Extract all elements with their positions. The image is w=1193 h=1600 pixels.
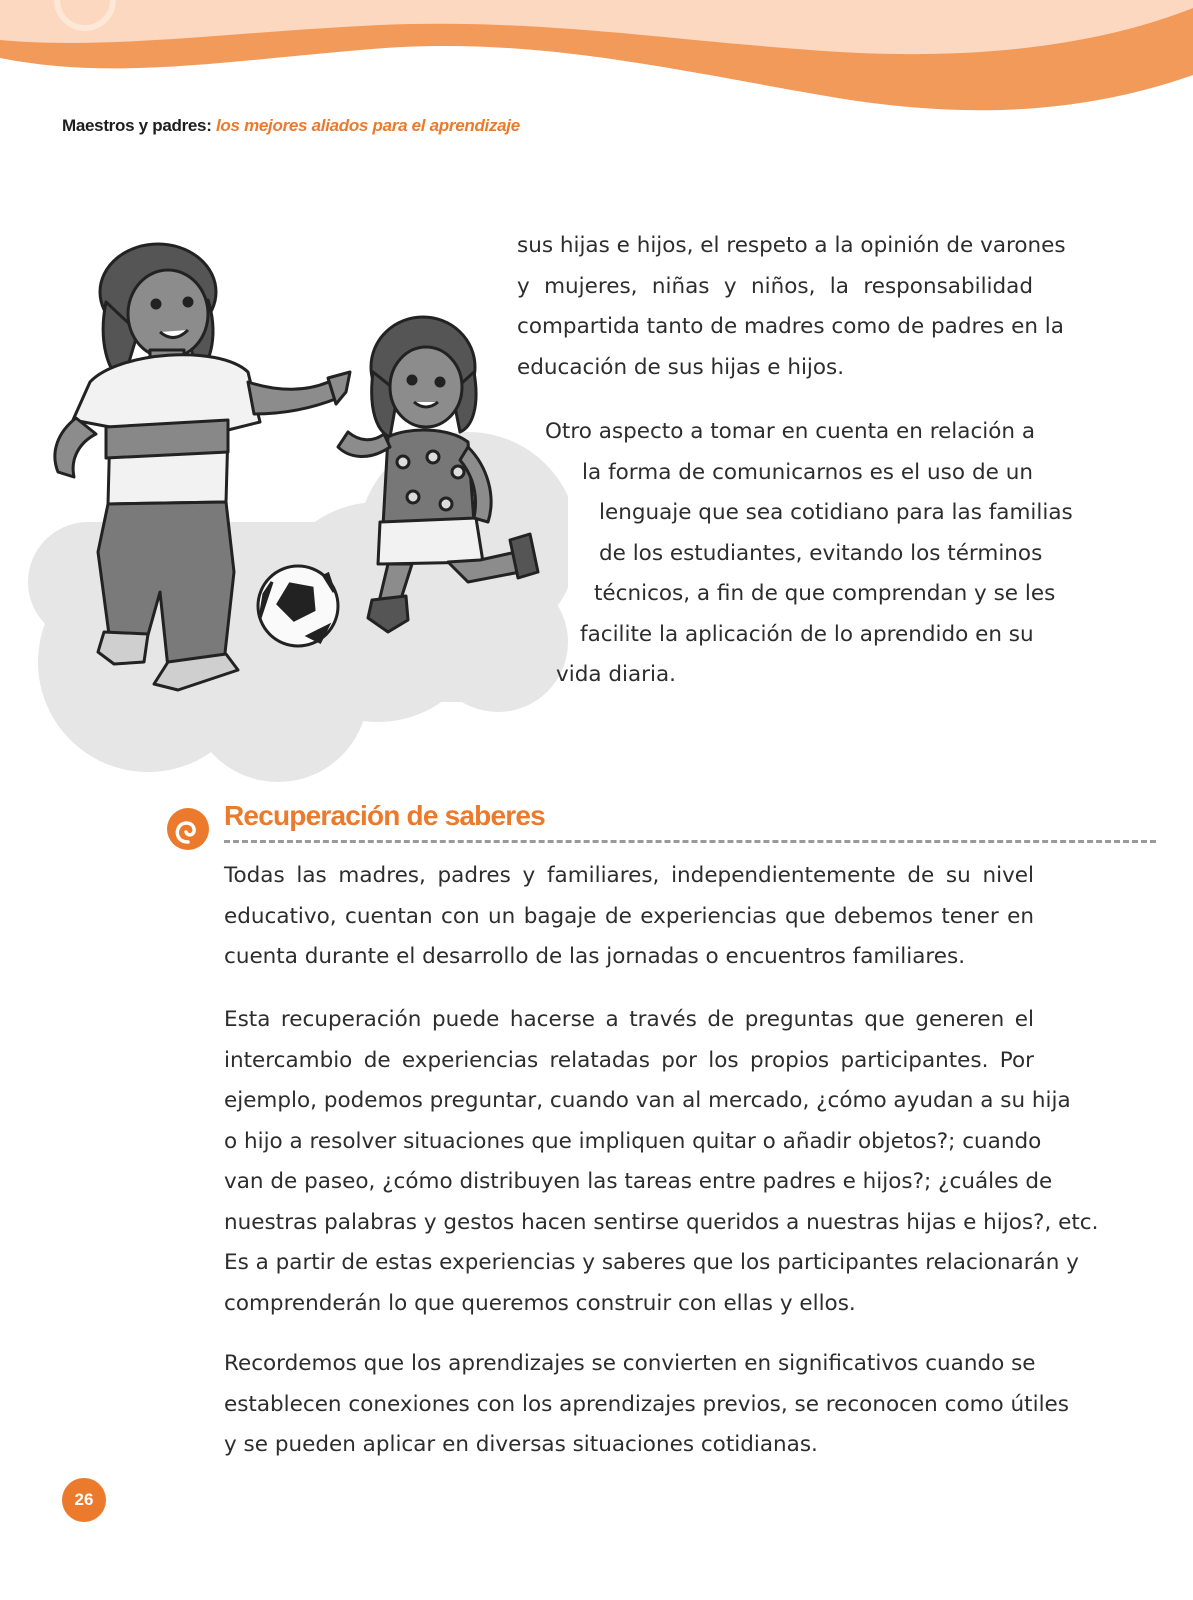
orange-swirl-icon [166, 807, 210, 851]
text-line: facilite la aplicación de lo aprendido en su [580, 621, 1034, 647]
running-head-main: Maestros y padres: [62, 116, 212, 135]
text-line: Recordemos que los aprendizajes se convierten en significativos cuando se [224, 1351, 1036, 1376]
section-title: Recuperación de saberes [224, 800, 545, 831]
text-line: Todas las madres, padres y familiares, independientemente de su nivel [224, 863, 1034, 888]
text-line: o hijo a resolver situaciones que impliquen quitar o añadir objetos?; cuando [224, 1128, 1042, 1154]
text-line: vida diaria. [556, 662, 676, 687]
text-line: lenguaje que sea cotidiano para las familias [599, 500, 1073, 525]
running-head [62, 116, 520, 136]
text-line: Es a partir de estas experiencias y saberes que los participantes relacionarán y [224, 1250, 1079, 1275]
text-line: de los estudiantes, evitando los términos [599, 540, 1043, 566]
body-paragraph [224, 1344, 1069, 1466]
text-line: ejemplo, podemos preguntar, cuando van al mercado, ¿cómo ayudan a su hija [224, 1088, 1071, 1113]
text-line: sus hijas e hijos, el respeto a la opinión de varones [517, 233, 1066, 258]
text-line: cuenta durante el desarrollo de las jornadas o encuentros familiares. [224, 944, 966, 969]
header-wave-banner [0, 0, 1193, 120]
text-line: y se pueden aplicar en diversas situaciones cotidianas. [224, 1432, 818, 1457]
text-line: van de paseo, ¿cómo distribuyen las tareas entre padres e hijos?; ¿cuáles de [224, 1169, 1053, 1194]
body-paragraph [224, 1000, 1099, 1324]
text-line: intercambio de experiencias relatadas por los propios participantes. Por [224, 1047, 1034, 1073]
running-head-subtitle: los mejores aliados para el aprendizaje [216, 116, 520, 135]
text-line: comprenderán lo que queremos construir con ellas y ellos. [224, 1290, 856, 1316]
text-line: Esta recuperación puede hacerse a través de preguntas que generen el [224, 1007, 1034, 1032]
text-line: Otro aspecto a tomar en cuenta en relación a [545, 419, 1036, 444]
text-line: la forma de comunicarnos es el uso de un [582, 459, 1033, 485]
text-line: y mujeres, niñas y niños, la responsabilidad [517, 273, 1033, 299]
page-number: 26 [62, 1478, 106, 1522]
text-line: educativo, cuentan con un bagaje de experiencias que debemos tener en [224, 903, 1034, 929]
text-line: establecen conexiones con los aprendizajes previos, se reconocen como útiles [224, 1391, 1069, 1417]
communication-paragraph [0, 412, 1073, 696]
body-paragraph [224, 856, 1034, 978]
section-divider [224, 840, 1156, 843]
text-line: compartida tanto de madres como de padres en la [517, 314, 1064, 339]
text-line: educación de sus hijas e hijos. [517, 354, 845, 380]
text-line: técnicos, a fin de que comprendan y se les [594, 581, 1056, 606]
text-line: nuestras palabras y gestos hacen sentirse queridos a nuestras hijas e hijos?, etc. [224, 1209, 1099, 1235]
intro-paragraph-continuation [517, 226, 1066, 388]
